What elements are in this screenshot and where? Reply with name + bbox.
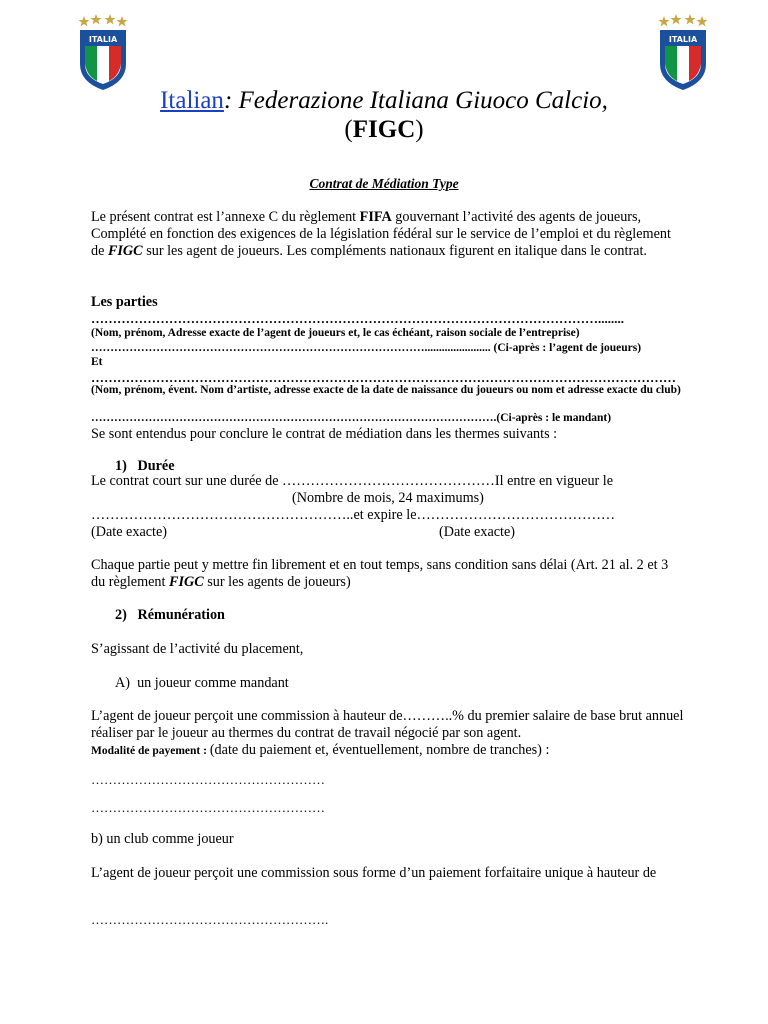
note-mandant: (Nom, prénom, évent. Nom d’artiste, adresse exacte de la date de naissance du joueurs ou nom et adresse exacte du club) bbox=[91, 384, 681, 396]
dots-payment-1: ……………………………………………… bbox=[91, 772, 325, 787]
termination-paragraph: Chaque partie peut y mettre fin librement et en tout temps, sans condition sans délai (Art. 21 al. 2 et 3 du règlement FIGC sur les agents de joueurs) bbox=[91, 557, 669, 590]
note-agent: (Nom, prénom, Adresse exacte de l’agent de joueurs et, le cas échéant, raison sociale de l’entreprise) bbox=[91, 327, 580, 339]
placement-text: S’agissant de l’activité du placement, bbox=[91, 641, 304, 657]
start-date-note: (Date exacte) bbox=[91, 524, 168, 540]
document-title-acronym: (FIGC) bbox=[344, 116, 424, 143]
commission-paragraph: L’agent de joueur perçoit une commission à hauteur de………..% du premier salaire de base brut annuel réaliser par le joueur au thermes du contrat de travail négocié par son agent. bbox=[91, 708, 684, 741]
duree-heading: 1) Durée bbox=[115, 458, 175, 474]
svg-text:ITALIA: ITALIA bbox=[88, 35, 118, 44]
duree-line1: Le contrat court sur une durée de ………………………………………Il entre en vigueur le bbox=[91, 473, 614, 489]
title-figc: FIGC bbox=[352, 116, 416, 143]
title-federation: : Federazione Italiana Giuoco Calcio, bbox=[223, 87, 608, 114]
player-mandant-heading: A) un joueur comme mandant bbox=[115, 675, 289, 691]
and-label: Et bbox=[91, 356, 103, 368]
conclude-text: Se sont entendus pour conclure le contrat de médiation dans les thermes suivants : bbox=[91, 426, 558, 442]
lump-sum-paragraph: L’agent de joueur perçoit une commission sous forme d’un paiement forfaitaire unique à hauteur de bbox=[91, 865, 657, 881]
dots-mandant: ……………………………………………………………………………………………………………………… bbox=[91, 370, 676, 385]
remuneration-heading: 2) Rémunération bbox=[115, 607, 225, 623]
intro-paragraph: Le présent contrat est l’annexe C du règlement FIFA gouvernant l’activité des agents de joueurs, Complété en fonction des exigences de la législation fédéral sur le service de l’emploi et du règlement de FIGC sur les agent de joueurs. Les compléments nationaux figurent en italique dans le contrat. bbox=[91, 209, 671, 259]
duree-months-note: (Nombre de mois, 24 maximums) bbox=[292, 490, 484, 506]
dots-agent: ………………………………………………………………………………………………………........ bbox=[91, 311, 624, 326]
italian-link[interactable]: Italian bbox=[160, 87, 224, 114]
payment-modality: Modalité de payement : (date du paiement et, éventuellement, nombre de tranches) : bbox=[91, 742, 550, 758]
dots-agent-designation: ……………………………………………………………………………....................... (Ci-après : l’agent de joueurs) bbox=[91, 342, 642, 354]
dots-payment-2: ……………………………………………… bbox=[91, 800, 325, 815]
dots-lump-sum: ………………………………………………. bbox=[91, 912, 329, 927]
dots-mandant-designation: …………………………………………………………………………………………….(Ci-après : le mandant) bbox=[91, 412, 612, 424]
club-heading: b) un club comme joueur bbox=[91, 831, 234, 847]
document-title bbox=[0, 86, 768, 116]
duree-line3: ………………………………………………..et expire le…………………………………… bbox=[91, 507, 616, 523]
contract-subtitle: Contrat de Médiation Type bbox=[309, 176, 459, 191]
svg-text:ITALIA: ITALIA bbox=[668, 35, 698, 44]
parties-heading: Les parties bbox=[91, 294, 158, 310]
figc-logo-left bbox=[78, 12, 128, 92]
end-date-note: (Date exacte) bbox=[439, 524, 516, 540]
figc-logo-right bbox=[658, 12, 708, 92]
